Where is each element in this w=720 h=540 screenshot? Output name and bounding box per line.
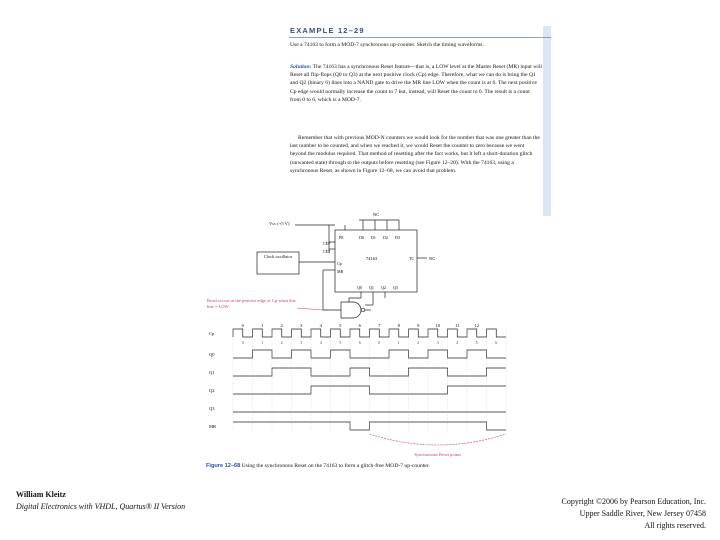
count-value: 0 xyxy=(241,340,244,345)
figure-caption xyxy=(206,463,456,471)
sync-note: Synchronous Reset points xyxy=(414,452,462,457)
pin-mr: MR xyxy=(337,269,344,274)
count-value: 6 xyxy=(495,340,498,345)
nand-gate xyxy=(341,302,361,318)
clock-number: 3 xyxy=(300,323,303,328)
reset-pointer xyxy=(297,308,323,310)
solution-text: The 74163 has a synchronous Reset feature—that is, a LOW level at the Master Reset (MR) input will Reset all flip-flops (Q0 to Q3) at the next positive clock (Cp) edge. Therefore, what we can do is bring the Q1 and Q2 (binary 6) lines into a NAND gate to drive the MR line LOW when the count is at 6. The next positive Cp edge would normally increase the count to 7 but, instead, will Reset the count to 0. The result is a count from 0 to 6, which is a MOD-7. xyxy=(290,64,542,103)
pin-q0: Q0 xyxy=(357,285,362,290)
chip-label: 74163 xyxy=(366,256,378,261)
solution-label: Solution: xyxy=(290,64,312,70)
signal-label-q3: Q3 xyxy=(209,406,215,411)
clock-number: 4 xyxy=(319,323,322,328)
copyright-block xyxy=(562,496,707,532)
book-title: Digital Electronics with VHDL, Quartus® II Version xyxy=(16,502,186,511)
nc-right-label: NC xyxy=(429,256,436,261)
sync-reset-arc xyxy=(370,434,507,445)
timing-diagram xyxy=(209,323,506,445)
pin-d3: D3 xyxy=(395,235,400,240)
signal-label-q0: Q0 xyxy=(209,352,215,357)
reset-note: Reset occurs at the positive edge of Cp when this line = LOW. xyxy=(207,298,296,309)
clock-number: 1 xyxy=(261,323,264,328)
signal-label-mr: MR xyxy=(209,424,217,429)
count-value: 2 xyxy=(280,340,283,345)
figure-label: Figure 12–68 xyxy=(206,463,241,469)
pin-pe: PE xyxy=(339,235,344,240)
count-value: 2 xyxy=(417,340,420,345)
figure-graphic xyxy=(203,20,551,490)
pin-cet: CET xyxy=(323,249,331,254)
clock-number: 12 xyxy=(474,323,479,328)
count-value: 3 xyxy=(300,340,303,345)
textbook-page xyxy=(203,20,551,490)
count-value: 6 xyxy=(358,340,361,345)
pin-q1: Q1 xyxy=(369,285,374,290)
example-paragraph-2: Remember that with previous MOD-N counters we would look for the number that was one greater than the last number to be counted, and when we reached it, we would Reset the counter to zero because we went beyond the modulus required. That method of resetting after the fact works, but it left a short-duration glitch (unwanted state) through to the outputs before resetting (see Figure 12–20). With the 74163, using a synchronous Reset, as shown in Figure 12–68, we can avoid that problem. xyxy=(290,135,540,174)
pin-tc: TC xyxy=(409,256,415,261)
copyright-line-2: Upper Saddle River, New Jersey 07458 xyxy=(579,509,706,518)
mr-line xyxy=(323,270,341,310)
oscillator-label: Clock oscillator xyxy=(263,254,293,259)
clock-number: 11 xyxy=(455,323,460,328)
vcc-label: Vcc (+5 V) xyxy=(269,221,290,226)
clock-number: 0 xyxy=(241,323,244,328)
clock-number: 7 xyxy=(378,323,381,328)
clock-number: 5 xyxy=(339,323,342,328)
clock-number: 2 xyxy=(280,323,283,328)
count-value: 5 xyxy=(475,340,478,345)
author-block xyxy=(16,489,185,513)
pin-d0: D0 xyxy=(359,235,364,240)
clock-number: 10 xyxy=(435,323,440,328)
pin-d2: D2 xyxy=(383,235,388,240)
pin-cp: Cp xyxy=(337,261,342,266)
ic-74163-box xyxy=(335,230,417,292)
example-heading: EXAMPLE 12–29 xyxy=(290,26,365,35)
count-value: 4 xyxy=(456,340,459,345)
example-problem: Use a 74163 to form a MOD-7 synchronous up-counter. Sketch the timing waveforms. xyxy=(290,42,484,48)
author-name: William Kleitz xyxy=(16,490,66,499)
count-value: 5 xyxy=(339,340,342,345)
copyright-line-3: All rights reserved. xyxy=(644,521,706,530)
figure-caption-text: Using the synchronous Reset on the 74163 to form a glitch-free MOD-7 up-counter. xyxy=(241,463,430,469)
pin-cep: CEP xyxy=(323,241,331,246)
pin-q2: Q2 xyxy=(381,285,386,290)
count-value: 1 xyxy=(397,340,400,345)
copyright-line-1: Copyright ©2006 by Pearson Education, Inc. xyxy=(561,497,706,506)
nc-top-label: NC xyxy=(373,212,380,217)
count-value: 4 xyxy=(319,340,322,345)
count-value: 3 xyxy=(436,340,439,345)
clock-number: 8 xyxy=(397,323,400,328)
signal-label-cp: Cp xyxy=(209,331,215,336)
clock-number: 9 xyxy=(417,323,420,328)
pin-q3: Q3 xyxy=(393,285,398,290)
pin-d1: D1 xyxy=(371,235,376,240)
signal-label-q2: Q2 xyxy=(209,388,215,393)
clock-number: 6 xyxy=(358,323,361,328)
count-value: 1 xyxy=(261,340,264,345)
count-value: 0 xyxy=(378,340,381,345)
signal-label-q1: Q1 xyxy=(209,370,215,375)
